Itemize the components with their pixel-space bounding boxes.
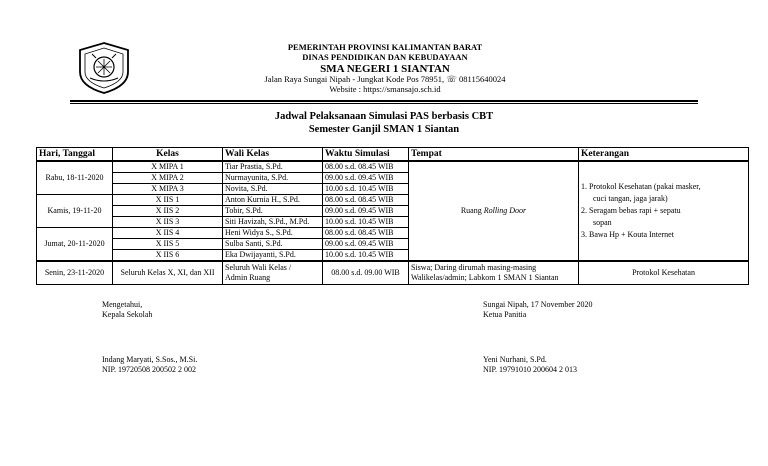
wali-cell: Siti Havizah, S.Pd., M.Pd.: [223, 217, 323, 228]
kelas-cell: X IIS 5: [113, 239, 223, 250]
signature-right-title: Ketua Panitia: [483, 310, 527, 319]
tempat-line: Walikelas/admin; Labkom 1 SMAN 1 Siantan: [411, 273, 559, 282]
waktu-cell: 08.00 s.d. 08.45 WIB: [323, 195, 409, 206]
waktu-cell: 09.00 s.d. 09.45 WIB: [323, 173, 409, 184]
tempat-room-name: Rolling Door: [483, 206, 527, 215]
tempat-cell: [409, 161, 579, 261]
keterangan-line: cuci tangan, jaga jarak): [593, 194, 668, 203]
wali-cell: Anton Kurnia H., S.Pd.: [223, 195, 323, 206]
signature-left-nip: NIP. 19720508 200502 2 002: [102, 365, 197, 374]
letterhead-government: PEMERINTAH PROVINSI KALIMANTAN BARAT: [287, 42, 483, 52]
wali-cell: [223, 261, 323, 285]
waktu-cell: 09.00 s.d. 09.45 WIB: [323, 239, 409, 250]
day-cell: Senin, 23-11-2020: [37, 261, 113, 285]
header-kelas: Kelas: [113, 148, 223, 162]
keterangan-cell: [579, 161, 749, 261]
signature-right-name: Yeni Nurhani, S.Pd.: [483, 355, 547, 364]
kelas-cell: X MIPA 3: [113, 184, 223, 195]
letterhead: [250, 43, 520, 95]
wali-cell: Tobir, S.Pd.: [223, 206, 323, 217]
wali-cell: Heni Widya S., S.Pd.: [223, 228, 323, 239]
header-keterangan: Keterangan: [579, 148, 749, 162]
letterhead-department: DINAS PENDIDIKAN DAN KEBUDAYAAN: [302, 51, 468, 62]
kelas-cell: Seluruh Kelas X, XI, dan XII: [113, 261, 223, 285]
waktu-cell: 10.00 s.d. 10.45 WIB: [323, 184, 409, 195]
signature-left-block: [102, 355, 197, 375]
wali-cell: Novita, S.Pd.: [223, 184, 323, 195]
signature-left-title: Kepala Sekolah: [102, 310, 153, 319]
keterangan-cell: Protokol Kesehatan: [579, 261, 749, 285]
document-title: [200, 110, 568, 136]
signature-left-name: Indang Maryati, S.Sos., M.Si.: [102, 355, 198, 364]
letterhead-divider-thin: [70, 103, 698, 104]
header-waktu: Waktu Simulasi: [323, 148, 409, 162]
header-wali-kelas: Wali Kelas: [223, 148, 323, 162]
day-cell: Kamis, 19-11-20: [37, 195, 113, 228]
tempat-line: Siswa; Daring dirumah masing-masing: [411, 263, 537, 272]
letterhead-divider-thick: [70, 100, 698, 102]
header-tempat: Tempat: [409, 148, 579, 162]
signature-right-heading: [483, 300, 593, 320]
kelas-cell: X IIS 1: [113, 195, 223, 206]
wali-cell: Nurmayunita, S.Pd.: [223, 173, 323, 184]
day-cell: Rabu, 18-11-2020: [37, 161, 113, 195]
schedule-table: [36, 147, 749, 285]
signature-right-block: [483, 355, 577, 375]
kelas-cell: X IIS 3: [113, 217, 223, 228]
kelas-cell: X IIS 4: [113, 228, 223, 239]
tempat-cell: [409, 261, 579, 285]
signature-right-nip: NIP. 19791010 200604 2 013: [483, 365, 578, 374]
header-hari: Hari, Tanggal: [37, 148, 113, 162]
wali-cell: Tiar Prastia, S.Pd.: [223, 161, 323, 173]
letterhead-website: Website : https://smansajo.sch.id: [329, 83, 441, 94]
kelas-cell: X IIS 2: [113, 206, 223, 217]
wali-cell: Eka Dwijayanti, S.Pd.: [223, 250, 323, 262]
kelas-cell: X MIPA 1: [113, 161, 223, 173]
wali-line: Admin Ruang: [225, 273, 271, 282]
kelas-cell: X MIPA 2: [113, 173, 223, 184]
keterangan-line: 1. Protokol Kesehatan (pakai masker,: [581, 182, 701, 191]
wali-cell: Sulba Santi, S.Pd.: [223, 239, 323, 250]
table-row-online: [37, 261, 749, 285]
waktu-cell: 08.00 s.d. 09.00 WIB: [323, 261, 409, 285]
keterangan-line: 2. Seragam bebas rapi + sepatu: [581, 206, 681, 215]
title-line-1: Jadwal Pelaksanaan Simulasi PAS berbasis CBT: [274, 111, 494, 122]
day-cell: Jumat, 20-11-2020: [37, 228, 113, 262]
kelas-cell: X IIS 6: [113, 250, 223, 262]
keterangan-line: sopan: [593, 218, 612, 227]
table-header-row: [37, 148, 749, 162]
wali-line: Seluruh Wali Kelas /: [225, 263, 292, 272]
waktu-cell: 08.00 s.d. 08.45 WIB: [323, 161, 409, 173]
title-line-2: Semester Ganjil SMAN 1 Siantan: [308, 124, 460, 136]
tempat-prefix: Ruang: [460, 206, 484, 215]
signature-left-heading: [102, 300, 152, 320]
waktu-cell: 10.00 s.d. 10.45 WIB: [323, 217, 409, 228]
keterangan-line: 3. Bawa Hp + Kouta Internet: [581, 230, 674, 239]
waktu-cell: 09.00 s.d. 09.45 WIB: [323, 206, 409, 217]
provincial-emblem-logo: [76, 40, 132, 96]
letterhead-school: SMA NEGERI 1 SIANTAN: [320, 62, 450, 75]
letterhead-address: Jalan Raya Sungai Nipah - Jungkat Kode Pos 78951, ☏ 08115640024: [264, 74, 506, 85]
waktu-cell: 08.00 s.d. 08.45 WIB: [323, 228, 409, 239]
signature-right-place-date: Sungai Nipah, 17 November 2020: [483, 300, 593, 309]
signature-left-acknowledged: Mengetahui,: [102, 300, 143, 309]
table-row: [37, 161, 749, 173]
waktu-cell: 10.00 s.d. 10.45 WIB: [323, 250, 409, 262]
